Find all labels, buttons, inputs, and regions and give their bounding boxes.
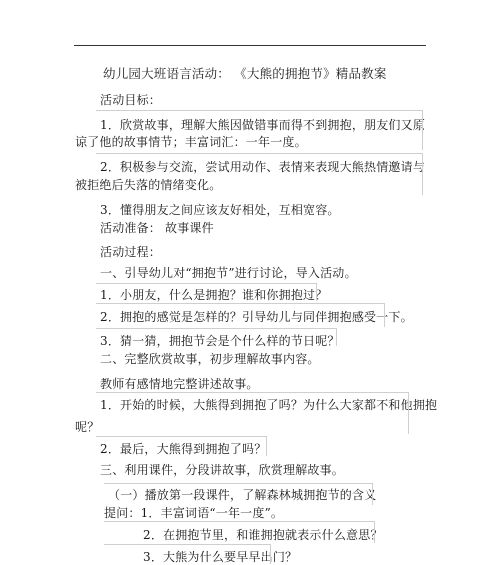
frame-line [96, 392, 408, 393]
frame-line [96, 436, 266, 437]
frame-line [408, 392, 409, 434]
frame-line [372, 483, 373, 505]
frame-line [104, 521, 374, 522]
text-line: 1．开始的时候，大熊得到拥抱了吗？为什么大家都不和他拥抱 [100, 398, 438, 412]
frame-line [96, 110, 422, 111]
text-line: 活动目标： [100, 93, 162, 107]
text-line: 谅了他的故事情节；丰富词汇：一年一度。 [75, 135, 307, 149]
frame-line [266, 436, 267, 456]
text-line: 教师有感情地完整讲述故事。 [100, 377, 259, 391]
frame-line [96, 328, 336, 329]
text-line: 活动过程： [100, 245, 162, 259]
frame-line [96, 303, 384, 304]
text-line: 2．最后，大熊得到拥抱了吗？ [100, 442, 267, 456]
text-line: 2．在拥抱节里，和谁拥抱就表示什么意思？ [143, 528, 383, 542]
text-line: 3．猜一猜，拥抱节会是个什么样的节日呢？ [100, 334, 340, 348]
frame-line [270, 544, 271, 564]
header-rule [74, 45, 426, 46]
text-line: 活动准备： 故事课件 [100, 221, 214, 235]
document-title: 幼儿园大班语言活动： 《大熊的拥抱节》精品教案 [103, 66, 387, 81]
frame-line [104, 544, 270, 545]
section-heading: 三、利用课件，分段讲故事，欣赏理解故事。 [100, 463, 345, 477]
frame-line [422, 110, 423, 150]
frame-line [96, 153, 422, 154]
text-line: 1．小朋友，什么是拥抱？谁和你拥抱过？ [100, 288, 328, 302]
text-line: 被拒绝后失落的情绪变化。 [75, 178, 222, 192]
frame-line [316, 283, 317, 301]
text-line: 呢？ [75, 420, 100, 434]
text-line: 提问：1．丰富词语“一年一度”。 [104, 506, 284, 520]
frame-line [374, 521, 375, 543]
text-line: 2．积极参与交流，尝试用动作、表情来表现大熊热情邀请与 [100, 160, 426, 174]
text-line: 2．拥抱的感觉是怎样的？引导幼儿与同伴拥抱感受一下。 [100, 310, 413, 324]
text-line: 3．懂得朋友之间应该友好相处，互相宽容。 [100, 203, 340, 217]
section-heading: 二、完整欣赏故事，初步理解故事内容。 [100, 352, 320, 366]
text-line: 3．大熊为什么要早早出门？ [143, 550, 298, 564]
frame-line [336, 328, 337, 346]
frame-line [96, 283, 316, 284]
frame-line [422, 153, 423, 195]
text-line: （一）播放第一段课件，了解森林城拥抱节的含义 [108, 488, 377, 502]
frame-line [384, 303, 385, 327]
section-heading: 一、引导幼儿对“拥抱节”进行讨论，导入活动。 [100, 266, 357, 280]
text-line: 1．欣赏故事，理解大熊因做错事而得不到拥抱，朋友们又原 [100, 118, 426, 132]
frame-line [104, 483, 372, 484]
